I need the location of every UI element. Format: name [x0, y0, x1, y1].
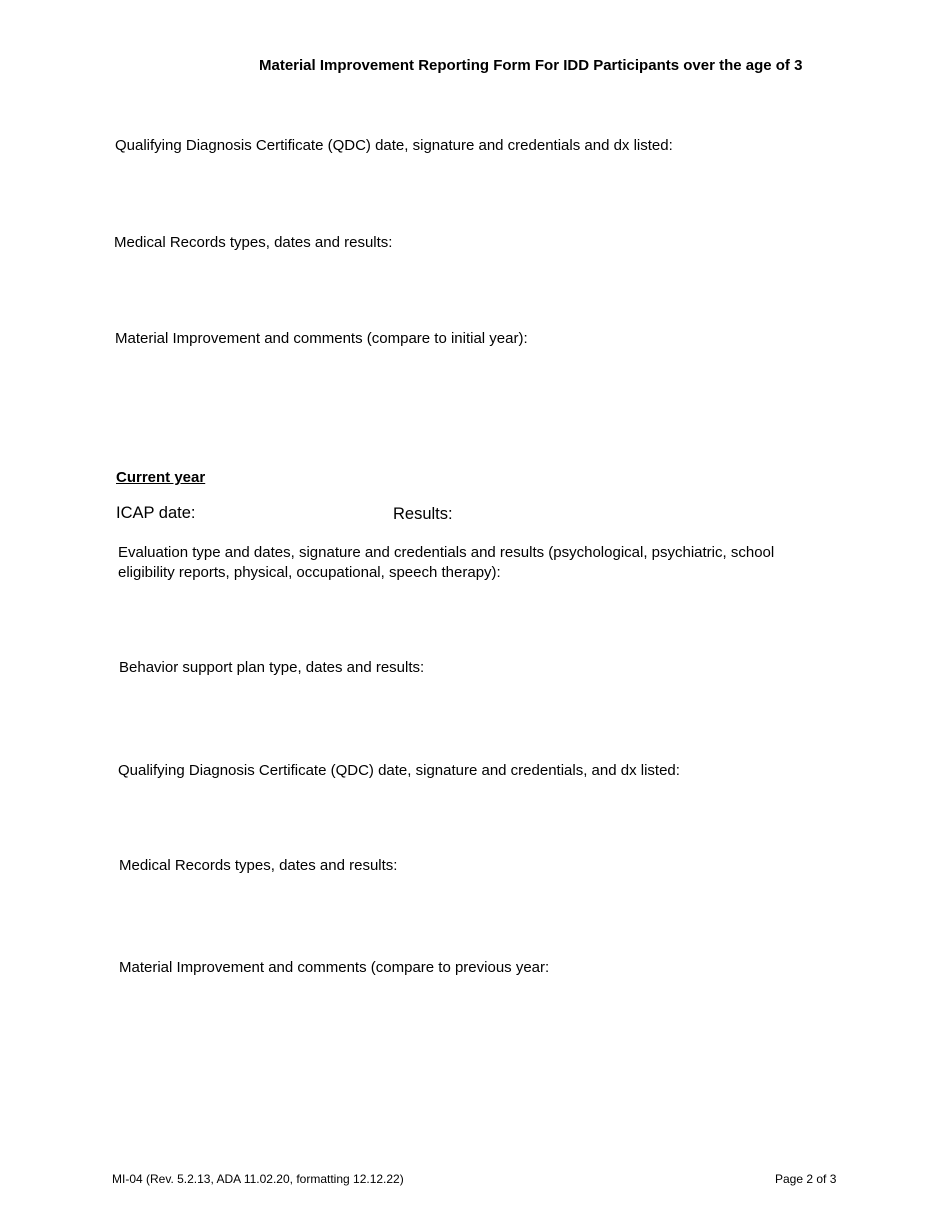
medical-records-current-label: Medical Records types, dates and results:: [119, 857, 398, 874]
form-id-footer: MI-04 (Rev. 5.2.13, ADA 11.02.20, formatting 12.12.22): [112, 1172, 404, 1186]
form-title: Material Improvement Reporting Form For IDD Participants over the age of 3: [259, 57, 803, 74]
icap-date-label: ICAP date:: [116, 504, 196, 522]
qdc-current-label: Qualifying Diagnosis Certificate (QDC) date, signature and credentials, and dx listed:: [118, 762, 680, 779]
medical-records-initial-label: Medical Records types, dates and results:: [114, 234, 393, 251]
evaluation-label: Evaluation type and dates, signature and credentials and results (psychological, psychiatric, school eligibility reports, physical, occupational, speech therapy):: [118, 544, 775, 581]
current-year-heading: Current year: [116, 469, 206, 486]
page-number: Page 2 of 3: [775, 1172, 837, 1186]
behavior-support-label: Behavior support plan type, dates and results:: [119, 659, 425, 676]
results-label: Results:: [393, 505, 453, 523]
qdc-initial-label: Qualifying Diagnosis Certificate (QDC) date, signature and credentials and dx listed:: [115, 137, 673, 154]
material-improvement-current-label: Material Improvement and comments (compare to previous year:: [119, 959, 550, 976]
material-improvement-initial-label: Material Improvement and comments (compare to initial year):: [115, 330, 528, 347]
